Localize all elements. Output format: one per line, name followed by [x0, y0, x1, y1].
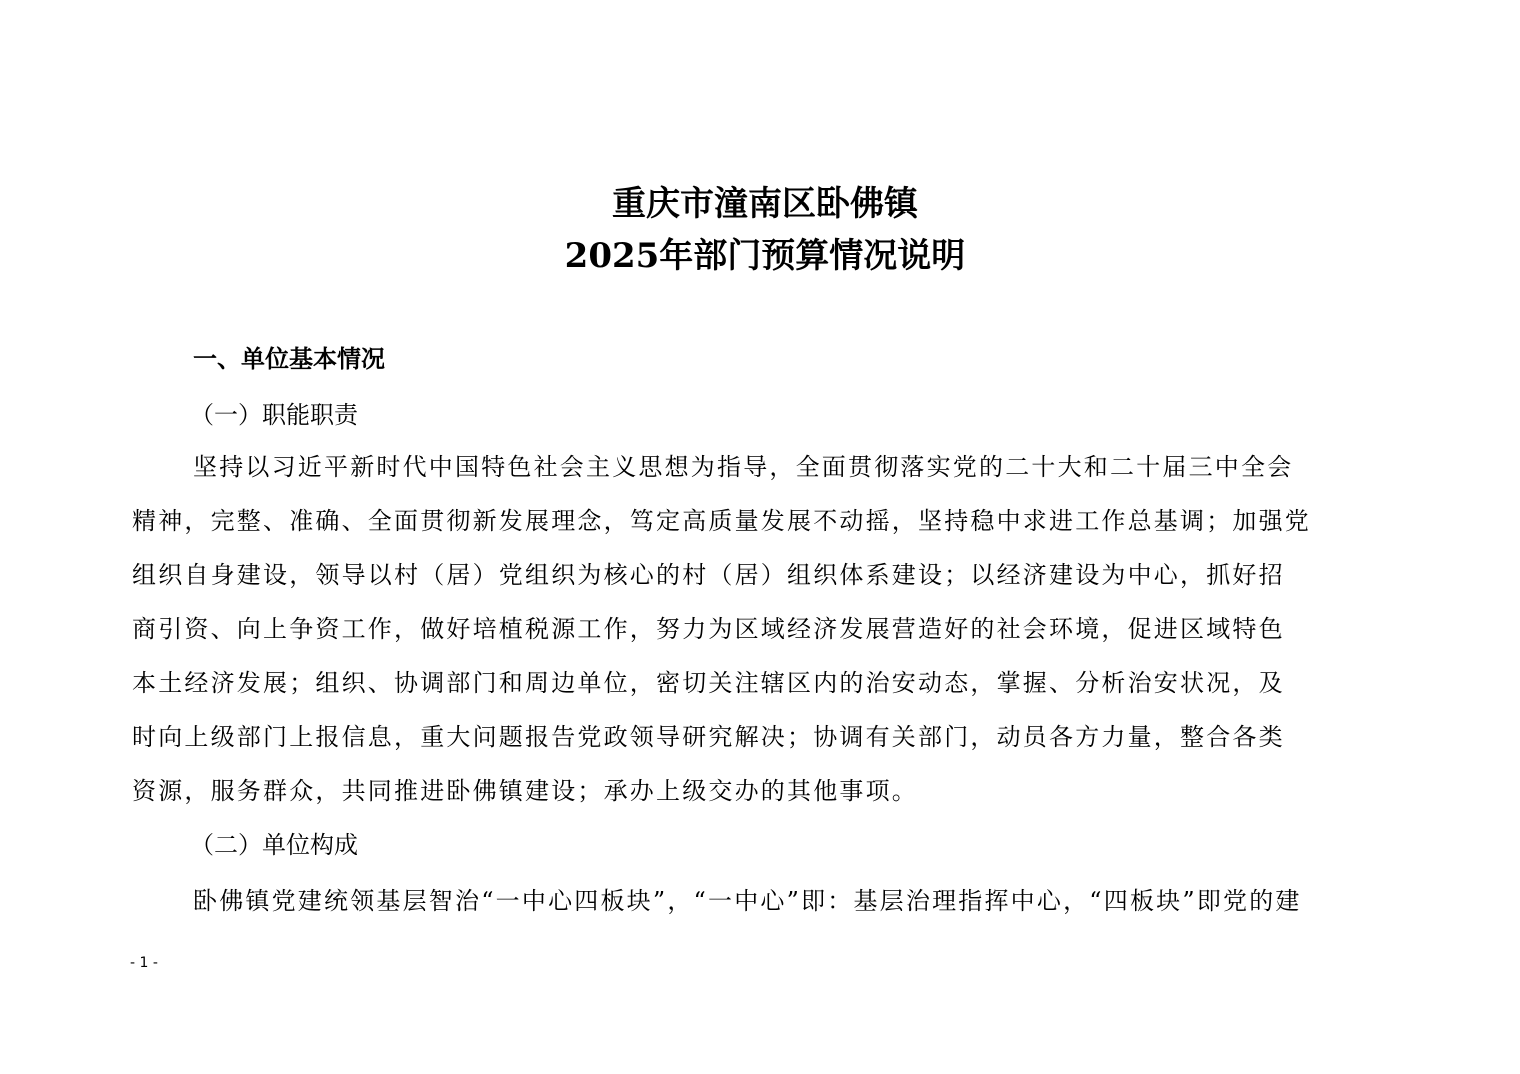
paragraph-line: 精神，完整、准确、全面贯彻新发展理念，笃定高质量发展不动摇，坚持稳中求进工作总基调；加强党 — [132, 507, 1311, 535]
paragraph-line: 资源，服务群众，共同推进卧佛镇建设；承办上级交办的其他事项。 — [132, 777, 918, 805]
paragraph-line: 组织自身建设，领导以村（居）党组织为核心的村（居）组织体系建设；以经济建设为中心，抓好招 — [132, 561, 1285, 589]
section-heading-basic-info: 一、单位基本情况 — [193, 345, 385, 373]
page-number: - 1 - — [130, 955, 158, 971]
document-title-line2: 2025年部门预算情况说明 — [564, 236, 966, 276]
subsection-heading-functions: （一）职能职责 — [190, 401, 358, 429]
document-title-line1: 重庆市潼南区卧佛镇 — [612, 184, 918, 224]
paragraph-functions — [132, 440, 1432, 818]
paragraph-line: 商引资、向上争资工作，做好培植税源工作，努力为区域经济发展营造好的社会环境，促进区域特色 — [132, 615, 1285, 643]
paragraph-line: 坚持以习近平新时代中国特色社会主义思想为指导，全面贯彻落实党的二十大和二十届三中全会 — [193, 453, 1294, 481]
paragraph-line: 本土经济发展；组织、协调部门和周边单位，密切关注辖区内的治安动态，掌握、分析治安状况，及 — [132, 669, 1285, 697]
paragraph-composition — [132, 874, 1432, 928]
subsection-heading-composition: （二）单位构成 — [190, 831, 358, 859]
paragraph-line: 卧佛镇党建统领基层智治“一中心四板块”，“一中心”即：基层治理指挥中心，“四板块”即党的建 — [193, 887, 1302, 915]
paragraph-line: 时向上级部门上报信息，重大问题报告党政领导研究解决；协调有关部门，动员各方力量，整合各类 — [132, 723, 1285, 751]
